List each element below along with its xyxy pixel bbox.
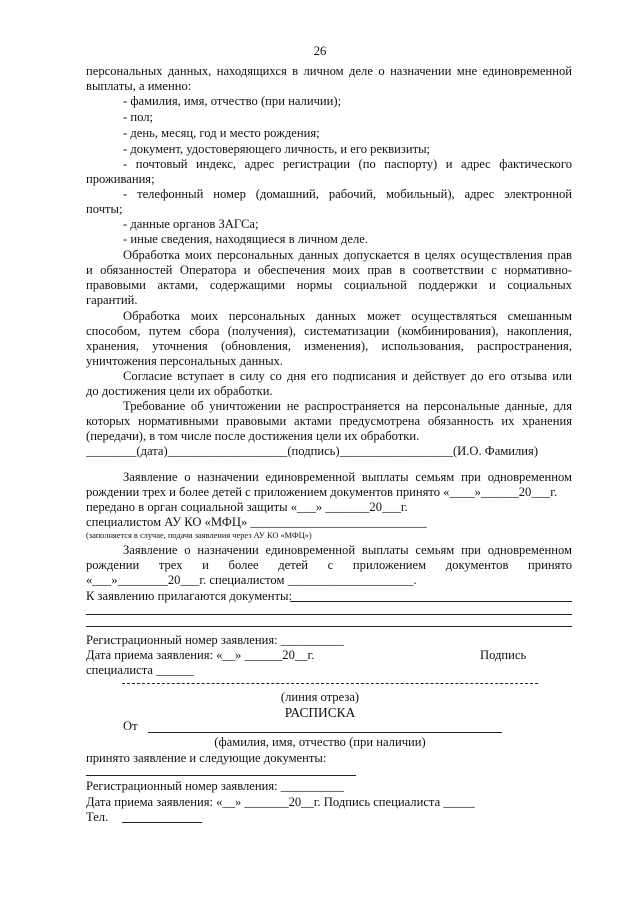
methods-para-line-3: хранения, уточнения (обновления, изменения), использования, распространения,: [86, 339, 572, 353]
destroy-para-line-1: Требование об уничтожении не распространяется на персональные данные, для: [123, 399, 572, 413]
destroy-para-line-2: которых нормативными правовыми актами предусмотрена обязанность их хранения: [86, 414, 572, 428]
application-line-2: рождении трех и более детей с приложением документов принято «____»______20___г.: [86, 485, 558, 499]
receipt-from-blank: [148, 732, 502, 733]
attachments-blank-1: [290, 601, 572, 602]
reg-number-line: Регистрационный номер заявления: __________: [86, 633, 344, 647]
application2-line-1: Заявление о назначении единовременной выплаты семьям при одновременном: [123, 543, 572, 557]
page-number: 26: [313, 44, 327, 58]
application-transfer-line: передано в орган социальной защиты «___» _______20___г.: [86, 500, 408, 514]
mfc-note: (заполняется в случае, подачи заявления через АУ КО «МФЦ»): [86, 531, 312, 540]
receipt-reg-number-line: Регистрационный номер заявления: __________: [86, 779, 344, 793]
receipt-phone-blank: [122, 822, 202, 823]
date-received-line: Дата приема заявления: «__» ______20__г.: [86, 648, 315, 662]
attachments-label: К заявлению прилагаются документы:: [86, 589, 292, 603]
receipt-fio-note: (фамилия, имя, отчество (при наличии): [214, 735, 426, 749]
receipt-date-line: Дата приема заявления: «__» _______20__г. Подпись специалиста _____: [86, 795, 475, 809]
data-item-id-document: - документ, удостоверяющего личность, и его реквизиты;: [123, 142, 431, 156]
receipt-accepted-line: принято заявление и следующие документы:: [86, 751, 327, 765]
attachments-blank-2: [86, 614, 572, 615]
signature-label: Подпись: [480, 648, 527, 662]
intro-line-2: выплаты, а именно:: [86, 79, 192, 93]
data-item-sex: - пол;: [123, 110, 153, 124]
data-item-fio: - фамилия, имя, отчество (при наличии);: [123, 94, 342, 108]
specialist-line: специалиста ______: [86, 663, 194, 677]
methods-para-line-4: уничтожения персональных данных.: [86, 354, 283, 368]
attachments-blank-3: [86, 626, 572, 627]
data-item-phone-line-1: - телефонный номер (домашний, рабочий, мобильный), адрес электронной: [123, 187, 572, 201]
cut-line-label: (линия отреза): [280, 690, 360, 704]
intro-line-1: персональных данных, находящихся в личном деле о назначении мне единовременной: [86, 64, 572, 78]
cut-line: [122, 683, 538, 684]
receipt-phone-label: Тел.: [86, 810, 109, 824]
application-line-1: Заявление о назначении единовременной выплаты семьям при одновременном: [123, 470, 572, 484]
methods-para-line-2: способом, путем сбора (получения), систематизации (комбинирования), накопления,: [86, 324, 572, 338]
data-item-phone-line-2: почты;: [86, 202, 123, 216]
destroy-para-line-3: (передачи), в том числе после достижения цели их обработки.: [86, 429, 420, 443]
data-item-zags: - данные органов ЗАГСа;: [123, 217, 259, 231]
data-item-postal-line-2: проживания;: [86, 172, 155, 186]
processing-para-line-3: правовыми актами, содержащими нормы социальной поддержки и социальных: [86, 278, 572, 292]
receipt-documents-blank: [86, 775, 356, 776]
processing-para-line-4: гарантий.: [86, 293, 138, 307]
data-item-birth: - день, месяц, год и место рождения;: [123, 126, 320, 140]
consent-para-line-2: до достижения цели их обработки.: [86, 384, 273, 398]
application-specialist-line: специалистом АУ КО «МФЦ» ____________________________: [86, 515, 427, 529]
application2-line-2: рождении трех и более детей с приложением документов принято: [86, 558, 572, 572]
data-item-postal-line-1: - почтовый индекс, адрес регистрации (по паспорту) и адрес фактического: [123, 157, 572, 171]
signature-line: ________(дата)___________________(подпись)__________________(И.О. Фамилия): [86, 444, 539, 458]
application2-line-3: «___»________20___г. специалистом ____________________.: [86, 573, 417, 587]
processing-para-line-2: и обязанностей Оператора и обеспечения моих прав в соответствии с нормативно-: [86, 263, 572, 277]
receipt-from-label: От: [123, 719, 138, 733]
receipt-title: РАСПИСКА: [284, 705, 356, 720]
methods-para-line-1: Обработка моих персональных данных может осуществляться смешанным: [123, 309, 572, 323]
data-item-other: - иные сведения, находящиеся в личном деле.: [123, 232, 369, 246]
processing-para-line-1: Обработка моих персональных данных допускается в целях осуществления прав: [123, 248, 572, 262]
consent-para-line-1: Согласие вступает в силу со дня его подписания и действует до его отзыва или: [123, 369, 572, 383]
